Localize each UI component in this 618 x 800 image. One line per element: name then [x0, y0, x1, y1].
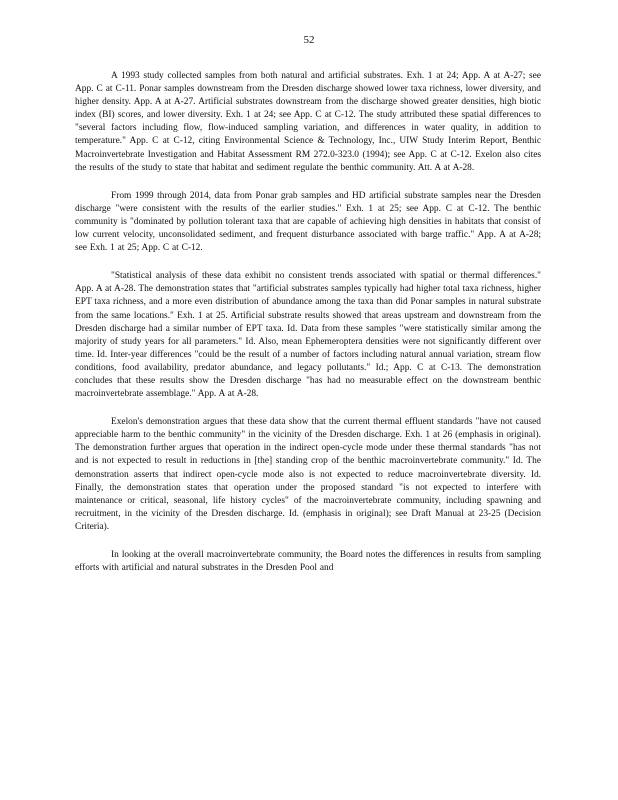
page-number: 52: [303, 34, 315, 46]
paragraph-statistical-analysis: "Statistical analysis of these data exhibit no consistent trends associated with spatial or thermal differences." App. A at A-28. The demonstration states that "artificial substrates samples typically had higher total taxa richness, higher EPT taxa richness, and a more even distribution of abundance among the taxa than did Ponar samples in natural substrate from the same locations." Exh. 1 at 25. Artificial substrate results showed that areas upstream and downstream from the Dresden discharge had a similar number of EPT taxa. Id. Data from these samples "were statistically similar among the majority of study years for all parameters." Id. Also, mean Ephemeroptera densities were not significantly different over time. Id. Inter-year differences "could be the result of a number of factors including natural annual variation, stream flow conditions, food availability, predator abundance, and legacy pollutants." Id.; App. C at C-13. The demonstration concludes that these results show the Dresden discharge "has had no measurable effect on the downstream benthic macroinvertebrate assemblage." App. A at A-28.: [75, 271, 541, 400]
document-body: [75, 70, 541, 590]
paragraph-1999-2014-data: From 1999 through 2014, data from Ponar grab samples and HD artificial substrate samples near the Dresden discharge "were consistent with the results of the earlier studies." Exh. 1 at 25; see App. C at C-12. The benthic community is "dominated by pollution tolerant taxa that are capable of achieving high densities in habitats that consist of low current velocity, unconsolidated sediment, and frequent disturbance associated with barge traffic." App. A at A-28; see Exh. 1 at 25; App. C at C-12.: [75, 190, 541, 254]
paragraph-1993-study: A 1993 study collected samples from both natural and artificial substrates. Exh. 1 at 24; App. A at A-27; see App. C at C-11. Ponar samples downstream from the Dresden discharge showed lower taxa richness, lower diversity, and higher density. App. A at A-27. Artificial substrates downstream from the discharge showed greater densities, high biotic index (BI) scores, and lower diversity. Exh. 1 at 24; see App. C at C-12. The study attributed these spatial differences to "several factors including flow, flow-induced sampling variation, and differences in water quality, in addition to temperature." App. C at C-12, citing Environmental Science & Technology, Inc., UIW Study Interim Report, Benthic Macroinvertebrate Investigation and Habitat Assessment RM 272.0-323.0 (1994); see App. C at C-12. Exelon also cites the results of the study to state that habitat and sediment regulate the benthic community. Att. A at A-28.: [75, 71, 541, 173]
paragraph-exelon-demonstration: Exelon's demonstration argues that these data show that the current thermal effluent standards "have not caused appreciable harm to the benthic community" in the vicinity of the Dresden discharge. Exh. 1 at 26 (emphasis in original). The demonstration further argues that operation in the indirect open-cycle mode under these thermal standards "has not and is not expected to result in reductions in [the] standing crop of the benthic macroinvertebrate community." Id. The demonstration asserts that indirect open-cycle mode also is not expected to reduce macroinvertebrate diversity. Id. Finally, the demonstration states that operation under the proposed standard "is not expected to interfere with maintenance or critical, seasonal, life history cycles" of the macroinvertebrate community, including spawning and recruitment, in the vicinity of the Dresden discharge. Id. (emphasis in original); see Draft Manual at 23-25 (Decision Criteria).: [75, 417, 541, 532]
paragraph-board-notes: In looking at the overall macroinvertebrate community, the Board notes the differences in results from sampling efforts with artificial and natural substrates in the Dresden Pool and: [75, 550, 541, 574]
